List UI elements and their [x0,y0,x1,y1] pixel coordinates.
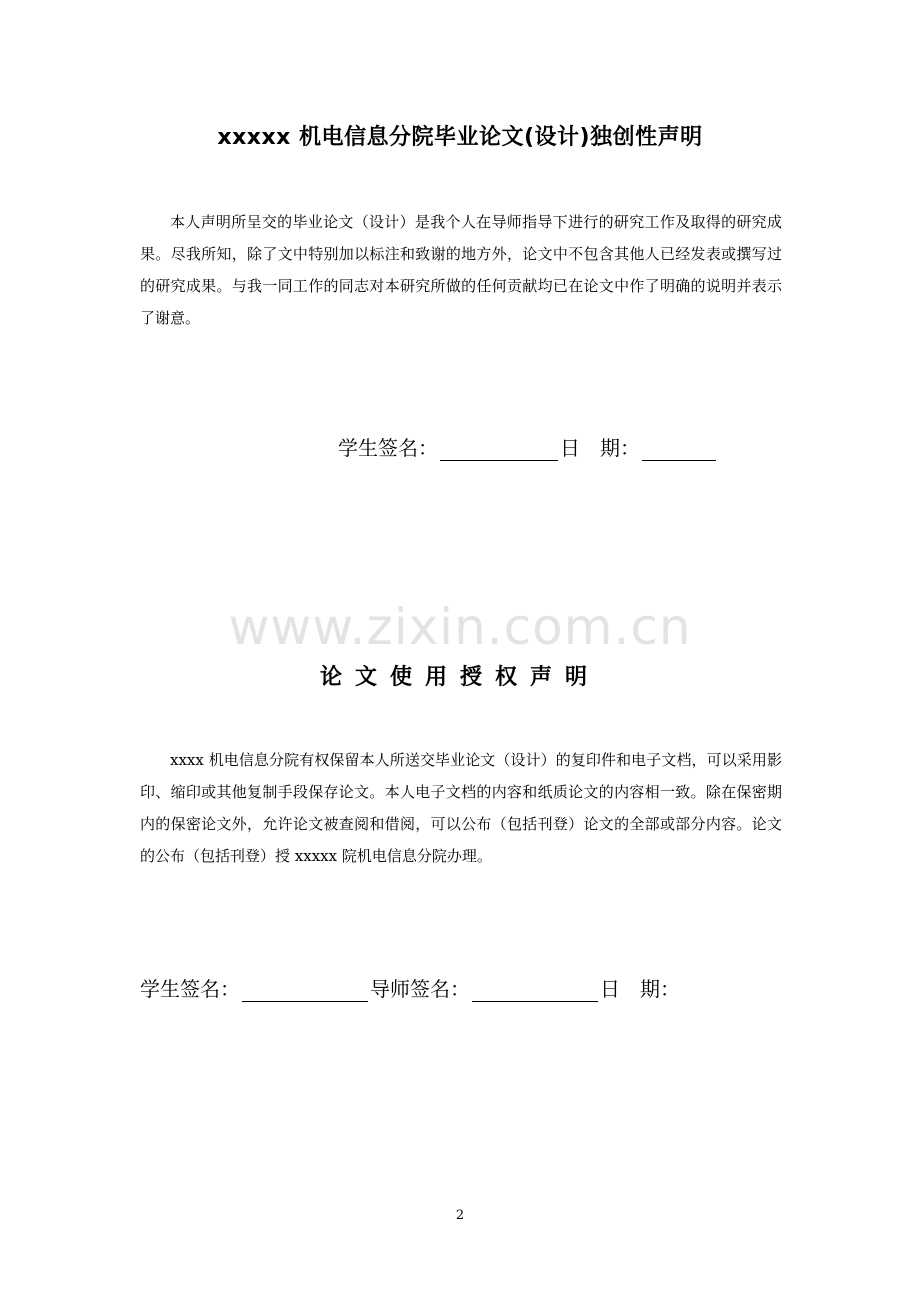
student-signature-label: 学生签名： [140,977,240,1001]
originality-declaration-title: xxxxx 机电信息分院毕业论文(设计)独创性声明 [217,125,703,150]
student-signature-blank [440,438,558,461]
date-blank [642,438,716,461]
originality-declaration-body: 本人声明所呈交的毕业论文（设计）是我个人在导师指导下进行的研究工作及取得的研究成果。尽我所知，除了文中特别加以标注和致谢的地方外，论文中不包含其他人已经发表或撰写过的研究成果。与我一同工作的同志对本研究所做的任何贡献均已在论文中作了明确的说明并表示了谢意。 [140,213,782,327]
authorization-title: 论文使用授权声明 [319,665,600,690]
student-signature-blank [242,979,368,1002]
date-label: 日 期： [600,977,680,1001]
authorization-signature-line [140,973,680,1002]
watermark: www.zixin.com.cn [228,598,692,656]
tutor-signature-blank [472,979,598,1002]
page-number: 2 [455,1208,465,1223]
originality-signature-line [338,432,718,461]
date-label: 日 期： [560,436,640,460]
authorization-body: xxxx 机电信息分院有权保留本人所送交毕业论文（设计）的复印件和电子文档，可以采用影印、缩印或其他复制手段保存论文。本人电子文档的内容和纸质论文的内容相一致。除在保密期内的保密论文外，允许论文被查阅和借阅，可以公布（包括刊登）论文的全部或部分内容。论文的公布（包括刊登）授 xxxxx 院机电信息分院办理。 [140,751,782,865]
student-signature-label: 学生签名： [338,436,438,460]
tutor-signature-label: 导师签名： [370,977,470,1001]
